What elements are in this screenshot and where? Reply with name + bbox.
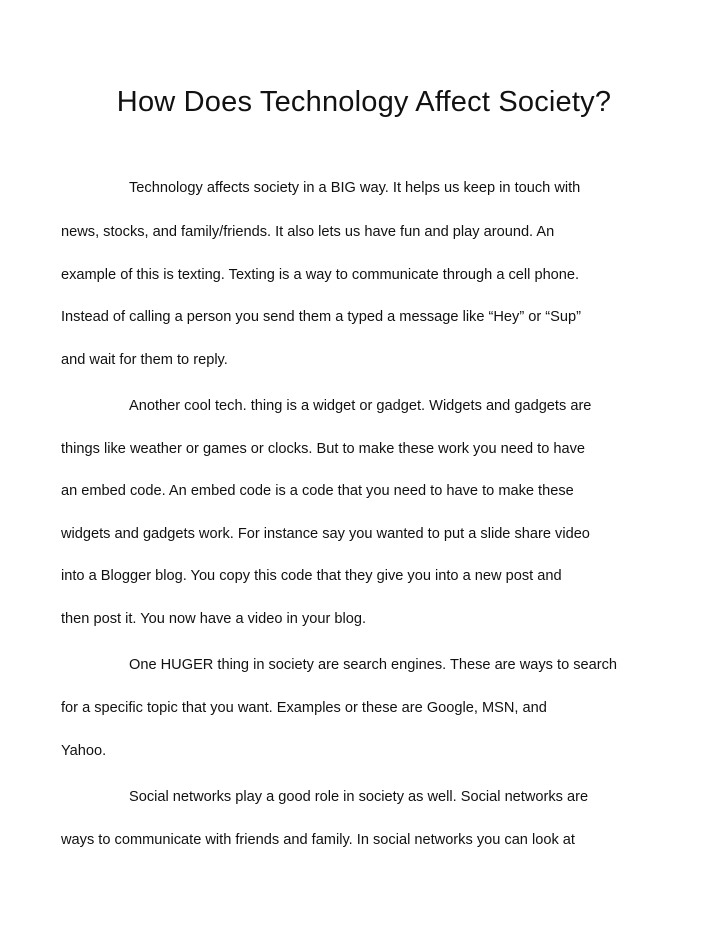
paragraph-1-line-5: and wait for them to reply. — [61, 352, 228, 368]
paragraph-1-line-3: example of this is texting. Texting is a way to communicate through a cell phone. — [61, 267, 580, 283]
paragraph-2-line-5: into a Blogger blog. You copy this code that they give you into a new post and — [61, 568, 562, 584]
paragraph-1-line-4: Instead of calling a person you send them a typed a message like “Hey” or “Sup” — [61, 309, 581, 325]
paragraph-1-line-1: Technology affects society in a BIG way. It helps us keep in touch with — [129, 180, 581, 196]
paragraph-2-line-1: Another cool tech. thing is a widget or gadget. Widgets and gadgets are — [129, 398, 592, 414]
paragraph-2-line-6: then post it. You now have a video in your blog. — [61, 611, 367, 627]
paragraph-4-line-2: ways to communicate with friends and family. In social networks you can look at — [61, 832, 575, 848]
paragraph-3-line-2: for a specific topic that you want. Examples or these are Google, MSN, and — [61, 700, 547, 716]
paragraph-3-line-1: One HUGER thing in society are search engines. These are ways to search — [129, 657, 618, 673]
paragraph-2-line-3: an embed code. An embed code is a code that you need to have to make these — [61, 483, 574, 499]
paragraph-3-line-3: Yahoo. — [61, 743, 107, 759]
paragraph-4-line-1: Social networks play a good role in society as well. Social networks are — [129, 789, 589, 805]
paragraph-2-line-4: widgets and gadgets work. For instance say you wanted to put a slide share video — [61, 526, 590, 542]
paragraph-2-line-2: things like weather or games or clocks. But to make these work you need to have — [61, 441, 586, 457]
document-title: How Does Technology Affect Society? — [116, 86, 612, 118]
paragraph-1-line-2: news, stocks, and family/friends. It also lets us have fun and play around. An — [61, 224, 555, 240]
